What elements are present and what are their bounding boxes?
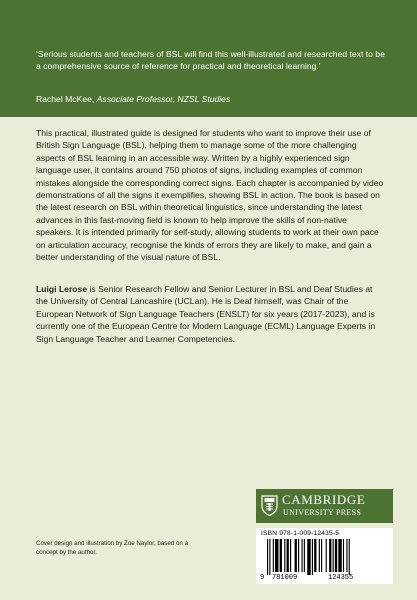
barcode-bar [280, 539, 282, 572]
barcode-bar [295, 539, 297, 572]
barcode-digits-left: 781009 [272, 574, 298, 582]
barcode-bar [287, 539, 289, 572]
barcode-bar [314, 539, 316, 572]
publisher-name: CAMBRIDGE [282, 492, 366, 507]
barcode-bar [304, 539, 305, 572]
barcode-bar [275, 539, 278, 572]
barcode-bar [321, 539, 322, 572]
barcode-bar [335, 539, 337, 572]
barcode-bar [273, 539, 274, 572]
barcode-bar [267, 539, 268, 575]
quote-text: ‘Serious students and teachers of BSL will find this well-illustrated and researched text to be a comprehensive source of reference for practical and theoretical learning.’ [36, 49, 385, 72]
isbn-barcode-box [256, 528, 393, 584]
publisher-subtitle: UNIVERSITY PRESS [283, 508, 362, 517]
barcode-bar [290, 539, 291, 572]
quote-attribution [36, 93, 391, 105]
barcode-bar [319, 539, 320, 572]
barcode-bar [284, 539, 285, 572]
barcode-icon [267, 539, 385, 575]
publisher-logo [256, 489, 393, 523]
quote-author: Rachel McKee, [36, 94, 95, 104]
barcode-bar [269, 539, 270, 575]
barcode-bar [338, 539, 341, 572]
barcode-bar [329, 539, 331, 572]
barcode-bar [349, 539, 350, 575]
barcode-bar [346, 539, 347, 572]
barcode-bar [343, 539, 344, 572]
barcode-bar [333, 539, 334, 572]
barcode-digits-right: 124355 [328, 574, 354, 582]
cambridge-crest-icon [261, 495, 278, 516]
barcode-bar [307, 539, 310, 575]
barcode-bar [302, 539, 303, 572]
isbn-label: ISBN 978-1-009-12435-5 [261, 530, 340, 537]
author-name: Luigi Lerose [36, 284, 88, 294]
barcode-digit-first: 9 [260, 574, 265, 582]
barcode-bar [298, 539, 299, 572]
endorsement-quote [36, 48, 391, 73]
barcode-bar [312, 539, 313, 575]
author-bio-text: is Senior Research Fellow and Senior Lecturer in BSL and Deaf Studies at the University of Central Lancashire (UCLan). He is Deaf himself, was Chair of the European Network of Sign Language Teachers (ENSLT) for six years (2017-2023), and is currently one of the European Centre for Modern Language (ECML) Language Experts in Sign Language Teacher and Learner Competencies. [36, 284, 376, 344]
book-description: This practical, illustrated guide is designed for students who want to improve their use of British Sign Language (BSL), helping them to manage some of the more challenging aspects of BSL learning in an accessible way. Written by a highly experienced sign language user, it contains around 750 photos of signs, including examples of common mistakes alongside the corresponding correct signs. Each chapter is accompanied by video demonstrations of all the signs it exemplifies, showing BSL in action. The book is based on the latest research on BSL within theoretical linguistics, since understanding the latest advances in this fast-moving field is known to help improve the skills of non-native speakers. It is intended primarily for self-study, allowing students to work at their own pace on articulation accuracy, recognise the kinds of errors they are likely to make, and gain a better understanding of the visual nature of BSL. [36, 128, 384, 263]
quote-author-role: Associate Professor, NZSL Studies [96, 94, 231, 104]
cover-credit: Cover design and illustration by Zoe Naylor, based on a concept by the author. [36, 540, 189, 556]
author-bio [36, 283, 386, 345]
barcode-bar [326, 539, 327, 572]
